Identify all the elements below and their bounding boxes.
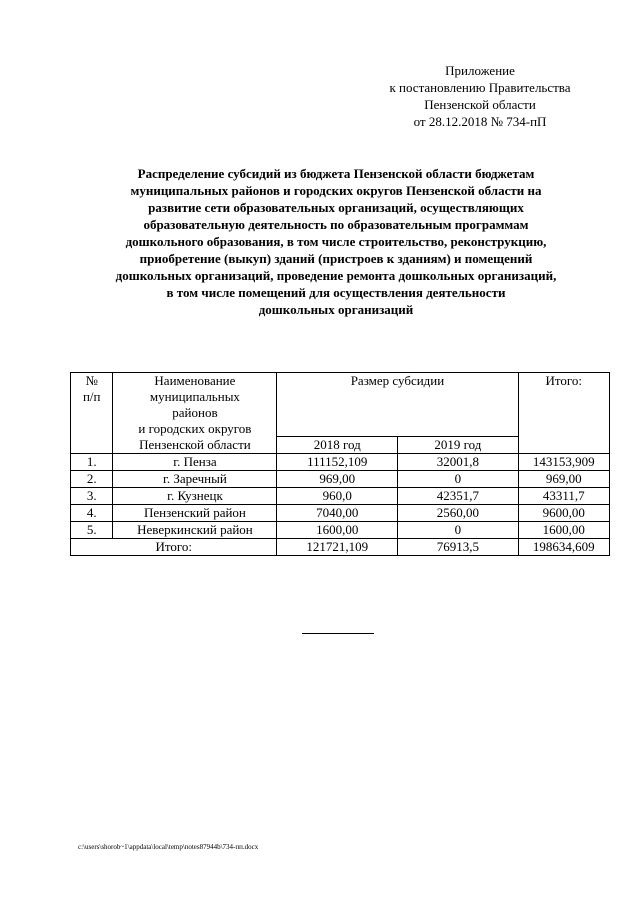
header-num-line: п/п [82, 389, 101, 404]
row-num: 3. [71, 488, 113, 505]
appendix-line: от 28.12.2018 № 734-пП [413, 114, 547, 129]
row-name: г. Заречный [113, 471, 277, 488]
header-name-line: муниципальных [149, 389, 240, 404]
title-line: Распределение субсидий из бюджета Пензенской области бюджетам [137, 166, 535, 181]
totals-2018: 121721,109 [277, 539, 398, 556]
header-num [71, 373, 113, 454]
row-total: 969,00 [518, 471, 610, 488]
title-line: дошкольных организаций [258, 302, 414, 317]
title-line: муниципальных районов и городских округов Пензенской области на [130, 183, 542, 198]
row-2019: 2560,00 [398, 505, 518, 522]
subsidy-table [70, 372, 610, 556]
title-line: развитие сети образовательных организаций, осуществляющих [148, 200, 524, 215]
table-row [71, 454, 610, 471]
header-name-line: Наименование [154, 373, 236, 388]
row-num: 1. [71, 454, 113, 471]
totals-label: Итого: [71, 539, 277, 556]
row-total: 43311,7 [518, 488, 610, 505]
header-name-line: районов [172, 405, 218, 420]
row-name: г. Кузнецк [113, 488, 277, 505]
row-num: 5. [71, 522, 113, 539]
row-num: 4. [71, 505, 113, 522]
row-2018: 969,00 [277, 471, 398, 488]
header-year-2019: 2019 год [398, 437, 518, 454]
row-2019: 42351,7 [398, 488, 518, 505]
header-name-line: Пензенской области [139, 437, 251, 452]
row-name: Неверкинский район [113, 522, 277, 539]
title-line: образовательную деятельность по образовательным программам [143, 217, 529, 232]
header-name-line: и городских округов [138, 421, 252, 436]
row-num: 2. [71, 471, 113, 488]
title-line: приобретение (выкуп) зданий (пристроев к зданиям) и помещений [139, 251, 533, 266]
row-total: 9600,00 [518, 505, 610, 522]
table-row [71, 522, 610, 539]
file-path: c:\users\shorob~1\appdata\local\temp\notes87944b\734-пп.docx [78, 843, 259, 851]
table-row [71, 505, 610, 522]
title-line: дошкольного образования, в том числе строительство, реконструкцию, [125, 234, 547, 249]
row-2019: 0 [398, 471, 518, 488]
appendix-line: Приложение [445, 63, 515, 78]
row-total: 143153,909 [518, 454, 610, 471]
table-row [71, 488, 610, 505]
row-name: г. Пенза [113, 454, 277, 471]
row-2018: 7040,00 [277, 505, 398, 522]
row-name: Пензенский район [113, 505, 277, 522]
appendix-block [330, 62, 630, 130]
title-line: в том числе помещений для осуществления деятельности [166, 285, 506, 300]
title-line: дошкольных организаций, проведение ремонта дошкольных организаций, [115, 268, 557, 283]
row-2018: 1600,00 [277, 522, 398, 539]
row-2019: 0 [398, 522, 518, 539]
header-subsidy: Размер субсидии [277, 373, 518, 437]
document-title [60, 165, 612, 318]
header-year-2018: 2018 год [277, 437, 398, 454]
table-totals-row [71, 539, 610, 556]
totals-2019: 76913,5 [398, 539, 518, 556]
table-row [71, 471, 610, 488]
row-2018: 960,0 [277, 488, 398, 505]
header-total: Итого: [518, 373, 610, 454]
separator-line [302, 633, 374, 634]
row-2019: 32001,8 [398, 454, 518, 471]
header-name [113, 373, 277, 454]
totals-total: 198634,609 [518, 539, 610, 556]
appendix-line: Пензенской области [424, 97, 536, 112]
table-header-row [71, 373, 610, 437]
header-num-line: № [85, 373, 98, 388]
appendix-line: к постановлению Правительства [389, 80, 571, 95]
row-total: 1600,00 [518, 522, 610, 539]
row-2018: 111152,109 [277, 454, 398, 471]
